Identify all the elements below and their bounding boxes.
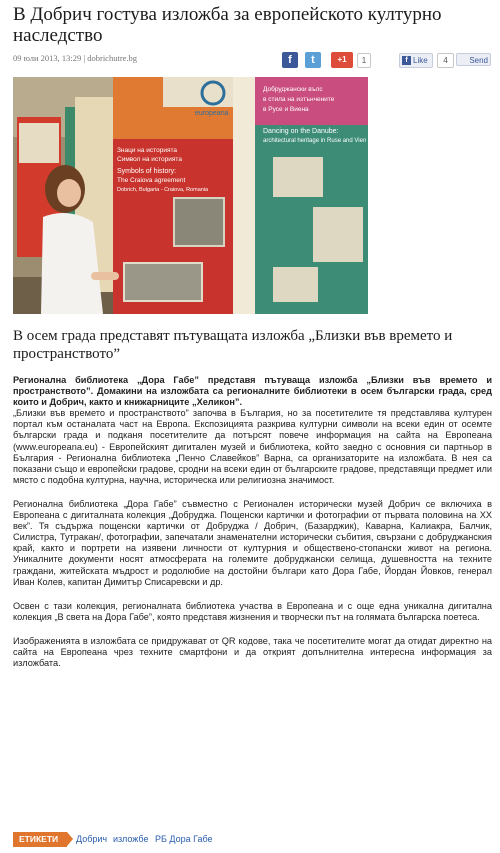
facebook-send-button[interactable]: Send	[456, 53, 491, 66]
panel2-line-0: Добруджански вълс	[263, 86, 323, 93]
like-count: 4	[437, 53, 454, 68]
article-title: В Добрич гостува изложба за европейското културно наследство	[13, 4, 442, 46]
article-paragraph: Регионална библиотека „Дора Габе” съвместно с Регионален исторически музей Добрич се включиха в Европеана с дигиталната колекция „Добруджа. Пощенски картички и фотографии от първата половина на XX век”. Тя съдържа пощенски картички от Добруджа / Добрич, (Базарджик), Каварна, Калиакра, Балчик, Силистра, Тутракан/, фотографии, запечатали знаменателни исторически събития, свързани с добруджанския край, както и портрети на изявени личности от културния и обществено-стопански живот на региона. Уникалните документи носят атмосферата на големите добруджански селища, душевността на техните граждани, житейската мъдрост и родолюбие на достойни българи като Дора Габе, Йордан Йовков, генерал Иван Колев, капитан Димитър Списаревски и др.	[13, 498, 492, 587]
panel2-line-1: в стила на изтънчените	[263, 96, 335, 103]
article-subtitle: В осем града представят пътуващата изложба „Близки във времето и пространството”	[13, 328, 453, 362]
gplus-count: 1	[357, 53, 371, 68]
facebook-like-button[interactable]	[399, 53, 433, 68]
gplus-share-button[interactable]: +1	[331, 52, 353, 68]
facebook-share-icon[interactable]: f	[282, 52, 298, 68]
tag-link[interactable]: Добрич	[76, 834, 108, 844]
panel1-line-4: Dobrich, Bulgaria - Craiova, Romania	[117, 187, 209, 193]
tags-badge: ЕТИКЕТИ	[13, 832, 67, 847]
article-body	[13, 375, 492, 682]
panel1-line-0: Знаци на историята	[117, 147, 177, 154]
article-lead: Регионална библиотека „Дора Габе” представя пътуваща изложба „Близки във времето и пространството”. Домакини на изложбата са регионалните библиотеки в осем български града, сред които и Добрич, както и книжарниците „Хеликон”.	[13, 375, 492, 408]
panel1-line-2: Symbols of history:	[117, 168, 177, 175]
panel2-line-3: Dancing on the Danube:	[263, 128, 339, 135]
article-meta: 09 юли 2013, 13:29 | dobrichutre.bg	[13, 53, 138, 63]
article-paragraph: Изображенията в изложбата се придружават от QR кодове, така че посетителите могат да отидат директно на сайта на Европеана чрез техните смартфони и да открият допълнителна интересна информация за изложбата.	[13, 635, 492, 669]
twitter-share-icon[interactable]: t	[305, 52, 321, 68]
article-photo	[13, 77, 368, 314]
tag-link[interactable]: РБ Дора Габе	[155, 834, 213, 844]
europeana-logo-text: europeana	[195, 110, 229, 117]
article-paragraph: Освен с тази колекция, регионалната библиотека участва в Европеана и с още една уникална дигитална колекция „В света на Дора Габе”, която представя жизнения и творчески път на голямата българска поетеса.	[13, 600, 492, 622]
facebook-icon: f	[402, 56, 411, 65]
panel2-line-4: architectural heritage in Ruse and Vien	[263, 138, 367, 144]
article-paragraph: „Близки във времето и пространството” започва в България, но за посетителите тя представлява културен портал към останалата част на Европа. Експозицията разкрива културни символи на всеки един от осемте български града и подканя посетителите да потърсят повече информация на сайта на Европеана (www.europeana.eu) - Европейският дигитален музей и библиотека, който заедно с основния си партньор в България - Регионална библиотека „Пенчо Славейков” Варна, са организаторите на изложбата. В нея са показани също и европейски градове, сродни на всеки един от българските градове, представящи предмет или място с подобна културна, научна, историческа или религиозна значимост.	[13, 408, 492, 485]
panel2-line-2: в Русе и Виена	[263, 106, 309, 113]
tag-link[interactable]: изложбе	[113, 834, 149, 844]
panel1-line-1: Символ на историята	[117, 156, 182, 163]
exhibition-photo-illustration	[13, 77, 368, 314]
panel1-line-3: The Craiova agreement	[117, 177, 186, 184]
like-label: Like	[413, 56, 428, 65]
